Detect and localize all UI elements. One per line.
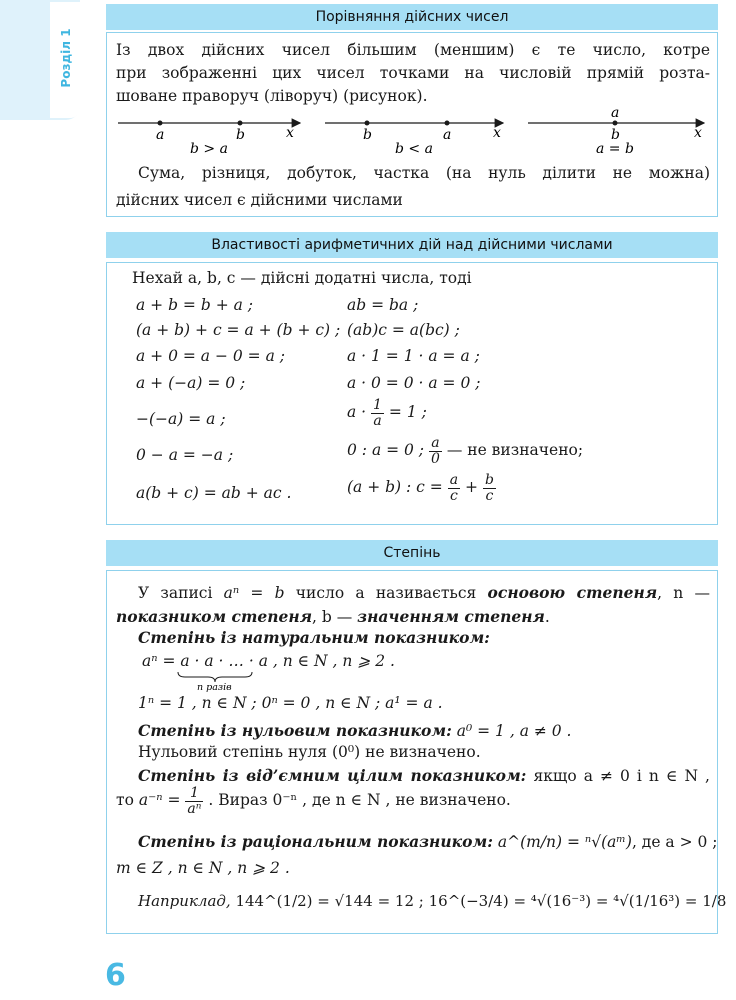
label-b-3: b [611,127,620,143]
comparison-text-1: Із двох дійсних чисел більшим (меншим) є те число, котре [116,41,710,59]
point-b-1 [238,121,243,126]
number-lines-figure [110,104,710,160]
comparison-text-2: при зображенні цих чисел точками на числовій прямій розта- [116,64,710,82]
prop-right-4: a · 0 = 0 · a = 0 ; [347,374,481,392]
prop-right-1: ab = ba ; [347,296,419,314]
label-a-1: a [156,127,165,143]
natural-heading: Степінь із натуральним показником: [138,628,490,647]
prop-left-6: 0 − a = −a ; [136,446,234,464]
label-a-3: a [611,105,620,121]
axis-x-2: x [493,125,501,141]
prop-right-5: a · $\frac{1}{a}$ = 1 ; [347,397,427,429]
label-b-1: b [236,127,245,143]
section-header-power: Степінь [106,540,718,566]
negative-exponent-line: Степінь із від’ємним цілим показником: якщо a ≠ 0 і n ∈ N , [138,766,710,785]
negative-exponent-formula: то a⁻ⁿ = $\frac{1}{\text{aⁿ}}$ . Вираз 0⁻ⁿ , де n ∈ N , не визначено. [116,785,511,817]
prop-left-7: a(b + c) = ab + ac . [136,484,292,502]
page-number: 6 [105,958,126,993]
caption-2: b < a [395,141,433,157]
natural-formula: aⁿ = a · a · … · a , n ∈ N , n ⩾ 2 . [142,652,395,670]
point-ab-3 [613,121,618,126]
axis-x-3: x [694,125,702,141]
properties-intro: Нехай a, b, c — дійсні додатні числа, тоді [132,269,472,287]
section-tab-label: Розділ 1 [59,28,73,88]
rational-exponent-line: Степінь із раціональним показником: a^(m/n) = ⁿ√(aᵐ), де a > 0 ; [138,832,718,851]
comparison-text-3: шоване праворуч (ліворуч) (рисунок). [116,87,428,105]
zero-power-note: Нульовий степінь нуля (0⁰) не визначено. [138,743,481,761]
point-a-2 [445,121,450,126]
svg-text:n разів: n разів [197,682,232,692]
example-line: Наприклад, 144^(1/2) = √144 = 12 ; 16^(−3/4) = ⁴√(16⁻³) = ⁴√(1/16³) = 1/8 [138,892,727,910]
caption-3: a = b [596,141,634,157]
caption-1: b > a [190,141,228,157]
prop-right-2: (ab)c = a(bc) ; [347,321,460,339]
section-tab [0,0,80,120]
sum-text-1: Сума, різниця, добуток, частка (на нуль ділити не можна) [138,164,710,182]
prop-left-4: a + (−a) = 0 ; [136,374,246,392]
label-a-2: a [443,127,452,143]
power-intro-2: показником степеня, b — значенням степеня. [116,607,550,626]
prop-left-2: (a + b) + c = a + (b + c) ; [136,321,341,339]
axis-x-1: x [286,125,294,141]
prop-right-3: a · 1 = 1 · a = a ; [347,347,480,365]
point-b-2 [365,121,370,126]
prop-left-5: −(−a) = a ; [136,410,226,428]
prop-left-1: a + b = b + a ; [136,296,253,314]
power-intro-1: У записі aⁿ = b число a називається основою степеня, n — [138,583,710,602]
prop-right-7: (a + b) : c = $\frac{a}{c}$ + $\frac{b}{c}$ [347,472,494,504]
prop-left-3: a + 0 = a − 0 = a ; [136,347,285,365]
n-times-brace [175,670,255,692]
sum-text-2: дійсних чисел є дійсними числами [116,191,403,209]
section-header-properties: Властивості арифметичних дій над дійсними числами [106,232,718,258]
prop-right-6: 0 : a = 0 ; $\frac{a}{0}$ — не визначено; [347,435,584,467]
point-a-1 [158,121,163,126]
label-b-2: b [363,127,372,143]
section-header-comparison: Порівняння дійсних чисел [106,4,718,30]
rational-exponent-conditions: m ∈ Z , n ∈ N , n ⩾ 2 . [116,859,290,877]
natural-formula-2: 1ⁿ = 1 , n ∈ N ; 0ⁿ = 0 , n ∈ N ; a¹ = a . [138,694,443,712]
zero-exponent-line: Степінь із нульовим показником: a⁰ = 1 , a ≠ 0 . [138,721,572,740]
